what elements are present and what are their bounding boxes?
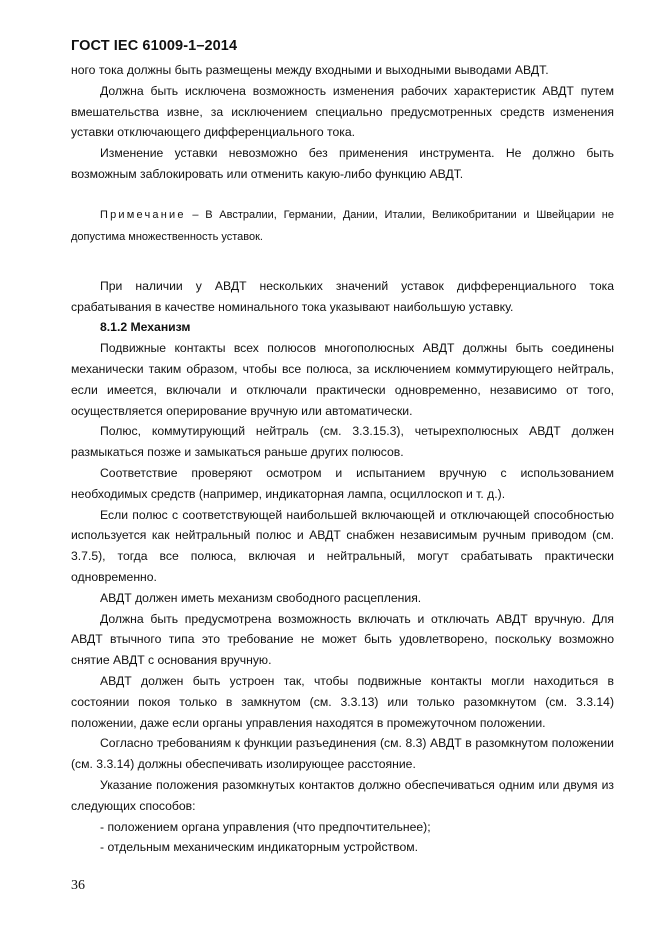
paragraph: АВДТ должен иметь механизм свободного расцепления.: [100, 590, 422, 605]
note: [71, 204, 614, 248]
paragraph: Изменение уставки невозможно без применения инструмента. Не должно быть возможным заблокировать или отменить какую-либо функцию АВДТ.: [71, 146, 614, 181]
note-label: Примечание: [100, 208, 186, 221]
paragraph: Если полюс с соответствующей наибольшей включающей и отключающей способностью используется как нейтральный полюс и АВДТ снабжен независимым ручным приводом (см. 3.7.5), тогда все полюса, включая и нейтральный, могут срабатывать практически одновременно.: [71, 507, 614, 584]
paragraph: Должна быть исключена возможность изменения рабочих характеристик АВДТ путем вмешательства извне, за исключением специально предусмотренных средств изменения уставки отключающего дифференциального тока.: [71, 83, 614, 140]
paragraph: Согласно требованиям к функции разъединения (см. 8.3) АВДТ в разомкнутом положении (см. 3.3.14) должны обеспечивать изолирующее расстояние.: [71, 736, 614, 772]
paragraph-continuation: ного тока должны быть размещены между входными и выходными выводами АВДТ.: [71, 63, 549, 77]
document-body: [71, 60, 614, 858]
page-number: 36: [71, 878, 85, 893]
paragraph: Полюс, коммутирующий нейтраль (см. 3.3.15.3), четырехполюсных АВДТ должен размыкаться позже и замыкаться раньше других полюсов.: [71, 424, 614, 460]
paragraph: АВДТ должен быть устроен так, чтобы подвижные контакты могли находиться в состоянии покоя только в замкнутом (см. 3.3.13) или только разомкнутом (см. 3.3.14) положении, даже если органы управления находятся в промежуточном положении.: [71, 673, 614, 730]
note-text: – В Австралии, Германии, Дании, Италии, Великобритании и Швейцарии не допустима множественность уставок.: [71, 208, 614, 243]
document-header: ГОСТ IEC 61009-1–2014: [71, 38, 238, 54]
paragraph: Указание положения разомкнутых контактов должно обеспечиваться одним или двумя из следующих способов:: [71, 777, 614, 813]
paragraph: Соответствие проверяют осмотром и испытанием вручную с использованием необходимых средств (например, индикаторная лампа, осциллоскоп и т. д.).: [71, 465, 614, 501]
paragraph: Подвижные контакты всех полюсов многополюсных АВДТ должны быть соединены механически таким образом, чтобы все полюса, за исключением коммутирующего нейтраль, если имеется, включали и отключали практически одновременно, независимо от того, осуществляется оперирование вручную или автоматически.: [71, 341, 614, 418]
paragraph: Должна быть предусмотрена возможность включать и отключать АВДТ вручную. Для АВДТ втычного типа это требование не может быть удовлетворено, поскольку возможно снятие АВДТ с основания вручную.: [71, 611, 614, 668]
section-heading: 8.1.2 Механизм: [100, 320, 191, 335]
paragraph: При наличии у АВДТ нескольких значений уставок дифференциального тока срабатывания в качестве номинального тока указывают наибольшую уставку.: [71, 278, 614, 314]
list-item: - положением органа управления (что предпочтительнее);: [100, 819, 431, 834]
list-item: - отдельным механическим индикаторным устройством.: [100, 840, 418, 855]
